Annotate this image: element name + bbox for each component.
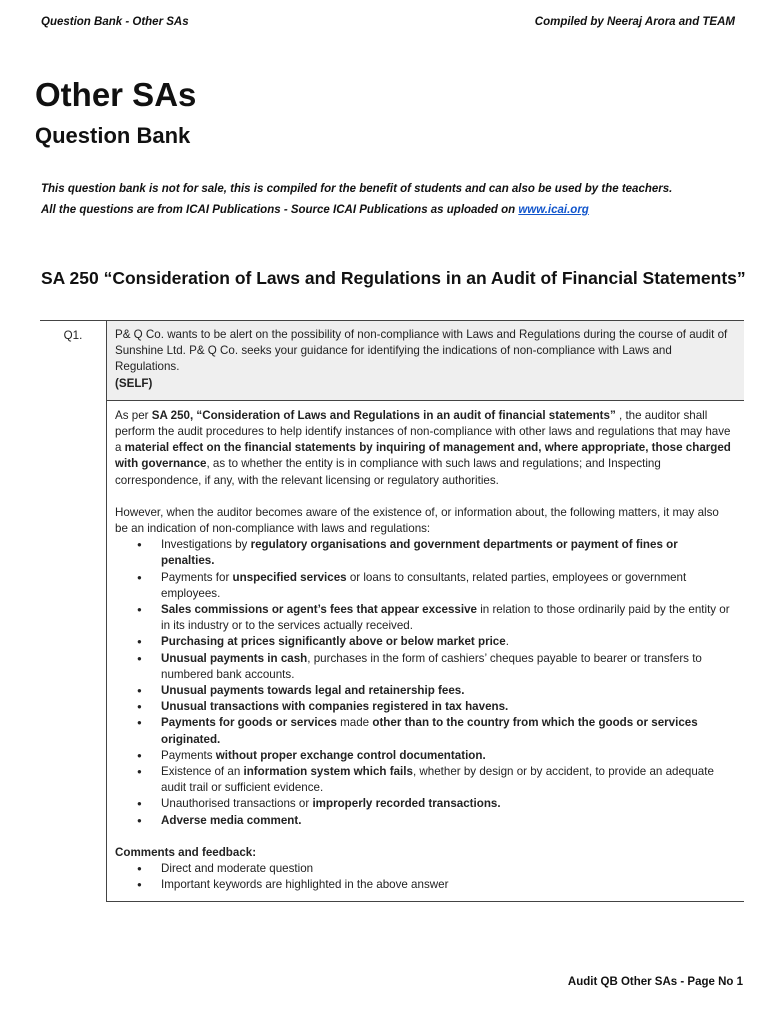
indicator-item: [115, 537, 734, 569]
bold-text: Adverse media comment.: [161, 813, 302, 827]
comment-item: ● Direct and moderate question: [115, 861, 734, 877]
question-table: [40, 320, 744, 902]
text-run: or loans to consultants, related parties, employees or government employees.: [161, 570, 687, 600]
comment-item: ● Important keywords are highlighted in the above answer: [115, 877, 734, 893]
comments-heading: Comments and feedback:: [115, 845, 257, 859]
bold-text: Payments for goods or services: [161, 716, 337, 730]
bold-text: unspecified services: [232, 570, 347, 584]
text-run: Payments for: [161, 570, 233, 584]
indicator-item: [115, 813, 734, 829]
text-run: , the auditor shall perform the audit procedures to help identify instances of non-compliance with other laws and regulations that may have a: [115, 408, 731, 455]
indicator-item: [115, 570, 734, 602]
page-title: Other SAs: [35, 76, 197, 113]
answer-indicators-paragraph: However, when the auditor becomes aware of the existence of, or information about, the following matters, it may also be an indication of non-compliance with laws and regulations:: [115, 505, 719, 536]
text-run: , purchases in the form of cashiers’ cheques payable to bearer or transfers to numbered bank accounts.: [161, 651, 702, 681]
disclaimer-line-2-text: All the questions are from ICAI Publications - Source ICAI Publications as uploaded on: [41, 204, 519, 216]
bold-text: without proper exchange control documentation.: [215, 748, 486, 762]
page-footer: Audit QB Other SAs - Page No 1: [567, 976, 743, 988]
answer-row: [40, 400, 744, 901]
question-tag: (SELF): [115, 376, 153, 390]
text-run: Investigations by: [161, 538, 251, 552]
text-run: Payments: [161, 748, 216, 762]
answer-cell: [107, 400, 745, 901]
indicator-item: [115, 764, 734, 796]
indicator-item: [115, 748, 734, 764]
bold-text: regulatory organisations and government departments or payment of fines or penalties.: [161, 538, 678, 568]
bold-text: Unusual payments towards legal and retainership fees.: [161, 684, 465, 698]
icai-link[interactable]: www.icai.org: [518, 204, 589, 216]
bold-text: Purchasing at prices significantly above or below market price: [161, 635, 506, 649]
bold-text: SA 250, “Consideration of Laws and Regulations in an audit of financial statements”: [151, 408, 616, 422]
bold-text: other than to the country from which the goods or services originated.: [161, 716, 698, 746]
disclaimer-line-1: This question bank is not for sale, this is compiled for the benefit of students and can also be used by the teachers.: [41, 183, 673, 195]
sa-heading: SA 250 “Consideration of Laws and Regulations in an Audit of Financial Statements”: [41, 268, 746, 288]
text-run: .: [505, 635, 509, 649]
indicator-item: [115, 715, 734, 747]
indicator-item: [115, 651, 734, 683]
text-run: Existence of an: [161, 765, 244, 779]
bold-text: Unusual transactions with companies registered in tax havens.: [161, 700, 509, 714]
running-header-left: Question Bank - Other SAs: [41, 16, 189, 28]
text-run: As per: [115, 408, 152, 422]
question-row: [40, 321, 744, 401]
text-run: made: [336, 716, 373, 730]
question-text: P& Q Co. wants to be alert on the possibility of non-compliance with Laws and Regulations during the course of audit of Sunshine Ltd. P& Q Co. seeks your guidance for identifying the indications of non-compliance with Laws and Regulations.: [115, 328, 728, 374]
page-subtitle: Question Bank: [35, 123, 191, 148]
running-header-right: Compiled by Neeraj Arora and TEAM: [534, 16, 735, 28]
comments-list: [115, 861, 734, 893]
disclaimer-line-2: [41, 200, 751, 221]
text-run: in relation to those ordinarily paid by the entity or in its industry or to the services actually received.: [161, 603, 730, 633]
indicator-list: [115, 537, 734, 829]
bold-text: Sales commissions or agent’s fees that appear excessive: [161, 603, 477, 617]
bold-text: improperly recorded transactions.: [312, 797, 501, 811]
bold-text: material effect on the financial statements by inquiring of management and, where appropriate, those charged with governance: [115, 441, 731, 471]
bold-text: Unusual payments in cash: [161, 651, 308, 665]
text-run: Unauthorised transactions or: [161, 797, 313, 811]
question-cell: [107, 321, 745, 401]
indicator-item: [115, 796, 734, 812]
disclaimer-notice: [41, 179, 751, 221]
indicator-item: [115, 699, 734, 715]
indicator-item: [115, 634, 734, 650]
indicator-item: [115, 683, 734, 699]
text-run: , whether by design or by accident, to provide an adequate audit trail or sufficient evidence.: [161, 765, 714, 795]
bold-text: information system which fails: [243, 765, 413, 779]
indicator-item: [115, 602, 734, 634]
text-run: , as to whether the entity is in compliance with such laws and regulations; and Inspecting correspondence, if any, with the relevant licensing or regulatory authorities.: [115, 457, 661, 487]
answer-intro-paragraph: [115, 408, 734, 489]
question-number: Q1.: [40, 321, 107, 902]
